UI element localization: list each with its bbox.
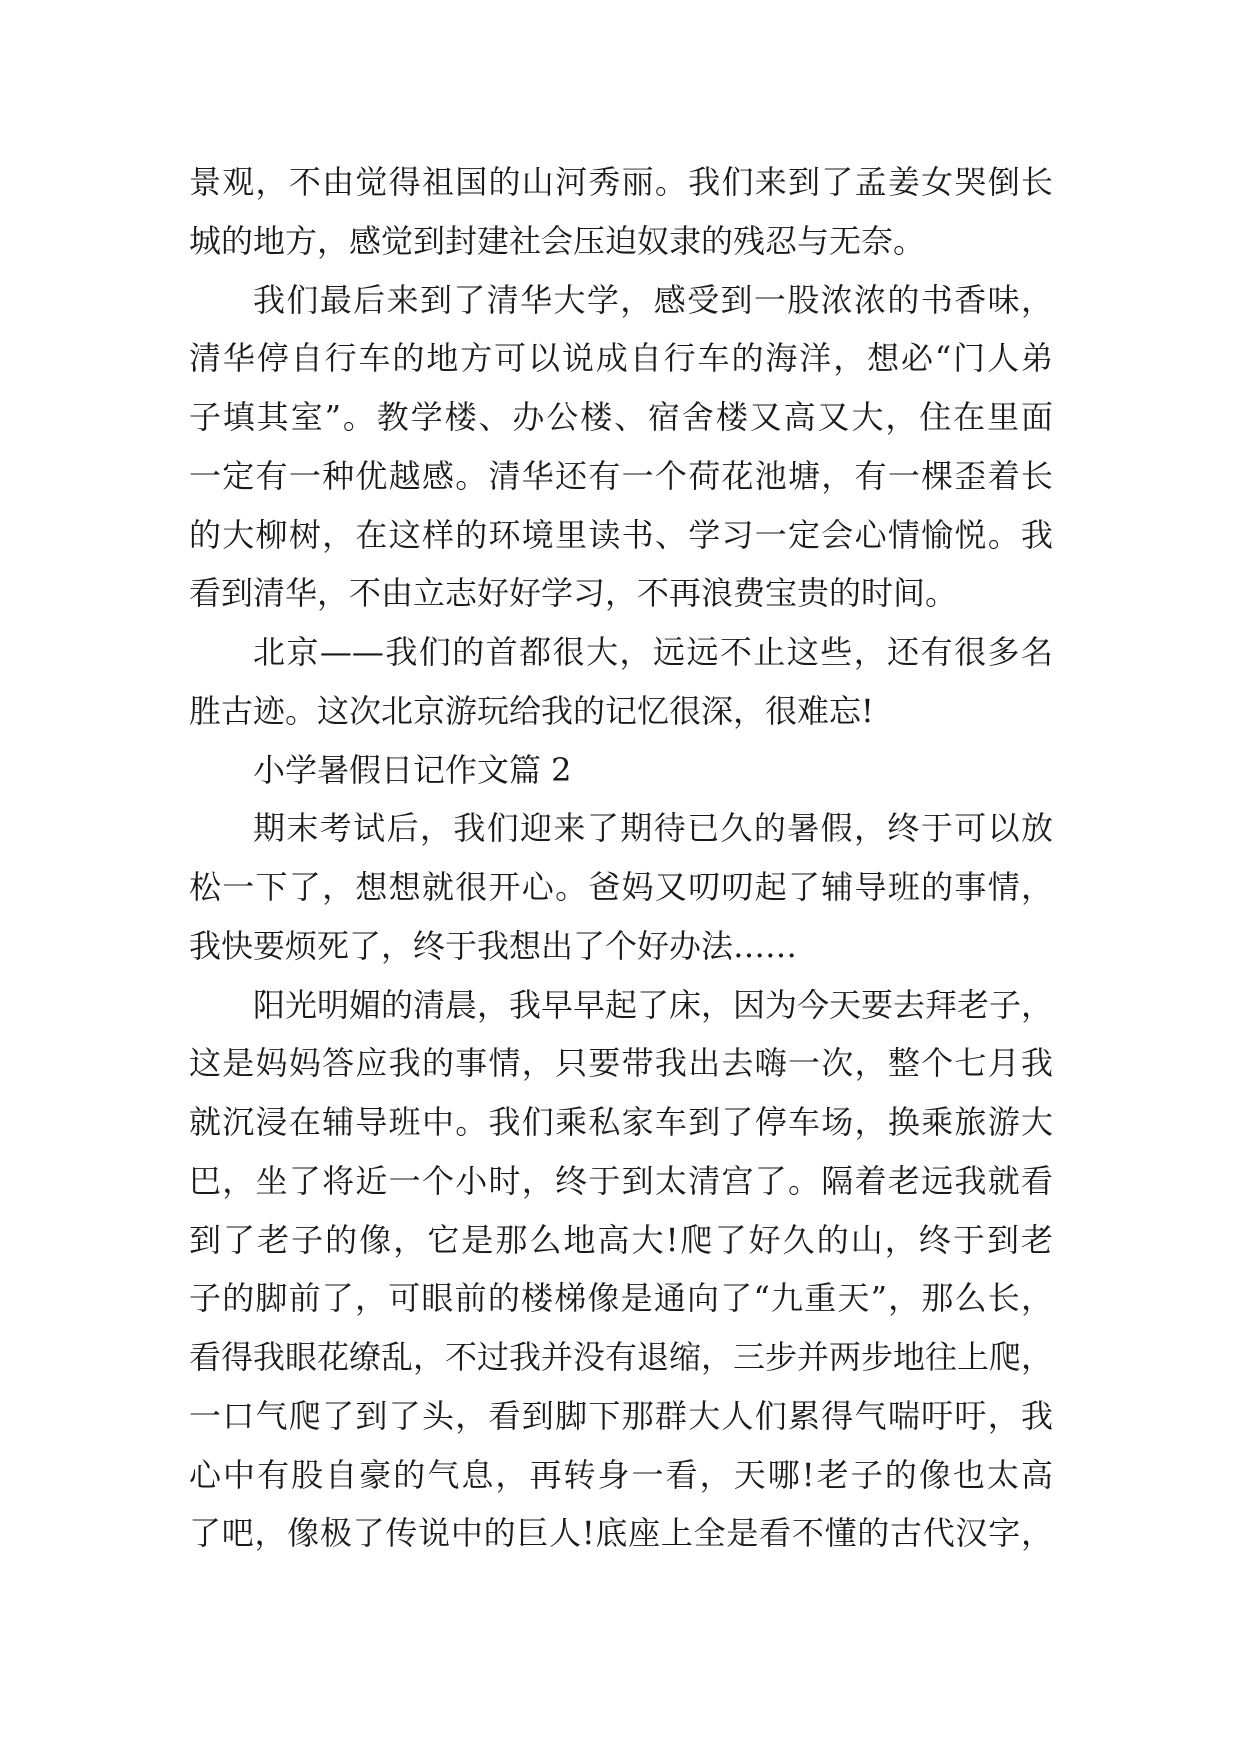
text-line: 巴，坐了将近一个小时，终于到太清宫了。隔着老远我就看	[189, 1162, 1053, 1200]
text-line: 看得我眼花缭乱，不过我并没有退缩，三步并两步地往上爬，	[189, 1338, 1053, 1376]
text-line: 期末考试后，我们迎来了期待已久的暑假，终于可以放	[253, 809, 1053, 847]
text-line: 城的地方，感觉到封建社会压迫奴隶的残忍与无奈。	[189, 222, 926, 260]
text-line: 松一下了，想想就很开心。爸妈又叨叨起了辅导班的事情，	[189, 868, 1053, 906]
text-line: 子的脚前了，可眼前的楼梯像是通向了“九重天”，那么长，	[189, 1279, 1053, 1317]
section-heading: 小学暑假日记作文篇 2	[253, 751, 572, 789]
text-line: 一定有一种优越感。清华还有一个荷花池塘，有一棵歪着长	[189, 457, 1053, 495]
text-line: 清华停自行车的地方可以说成自行车的海洋，想必“门人弟	[189, 339, 1053, 377]
text-line: 阳光明媚的清晨，我早早起了床，因为今天要去拜老子，	[253, 986, 1053, 1024]
text-line: 就沉浸在辅导班中。我们乘私家车到了停车场，换乘旅游大	[189, 1103, 1053, 1141]
text-line: 一口气爬了到了头，看到脚下那群大人们累得气喘吁吁，我	[189, 1397, 1053, 1435]
text-line: 这是妈妈答应我的事情，只要带我出去嗨一次，整个七月我	[189, 1044, 1053, 1082]
text-line: 的大柳树，在这样的环境里读书、学习一定会心情愉悦。我	[189, 516, 1053, 554]
text-line: 子填其室”。教学楼、办公楼、宿舍楼又高又大，住在里面	[189, 398, 1053, 436]
text-line: 心中有股自豪的气息，再转身一看，天哪!老子的像也太高	[189, 1456, 1053, 1494]
text-line: 了吧，像极了传说中的巨人!底座上全是看不懂的古代汉字，	[189, 1514, 1053, 1552]
text-line: 北京——我们的首都很大，远远不止这些，还有很多名	[253, 633, 1053, 671]
text-line: 胜古迹。这次北京游玩给我的记忆很深，很难忘!	[189, 692, 874, 730]
text-line: 景观，不由觉得祖国的山河秀丽。我们来到了孟姜女哭倒长	[189, 163, 1053, 201]
text-line: 看到清华，不由立志好好学习，不再浪费宝贵的时间。	[189, 574, 958, 612]
text-line: 我快要烦死了，终于我想出了个好办法……	[189, 927, 798, 965]
text-line: 到了老子的像，它是那么地高大!爬了好久的山，终于到老	[189, 1221, 1053, 1259]
text-line: 我们最后来到了清华大学，感受到一股浓浓的书香味，	[253, 281, 1053, 319]
